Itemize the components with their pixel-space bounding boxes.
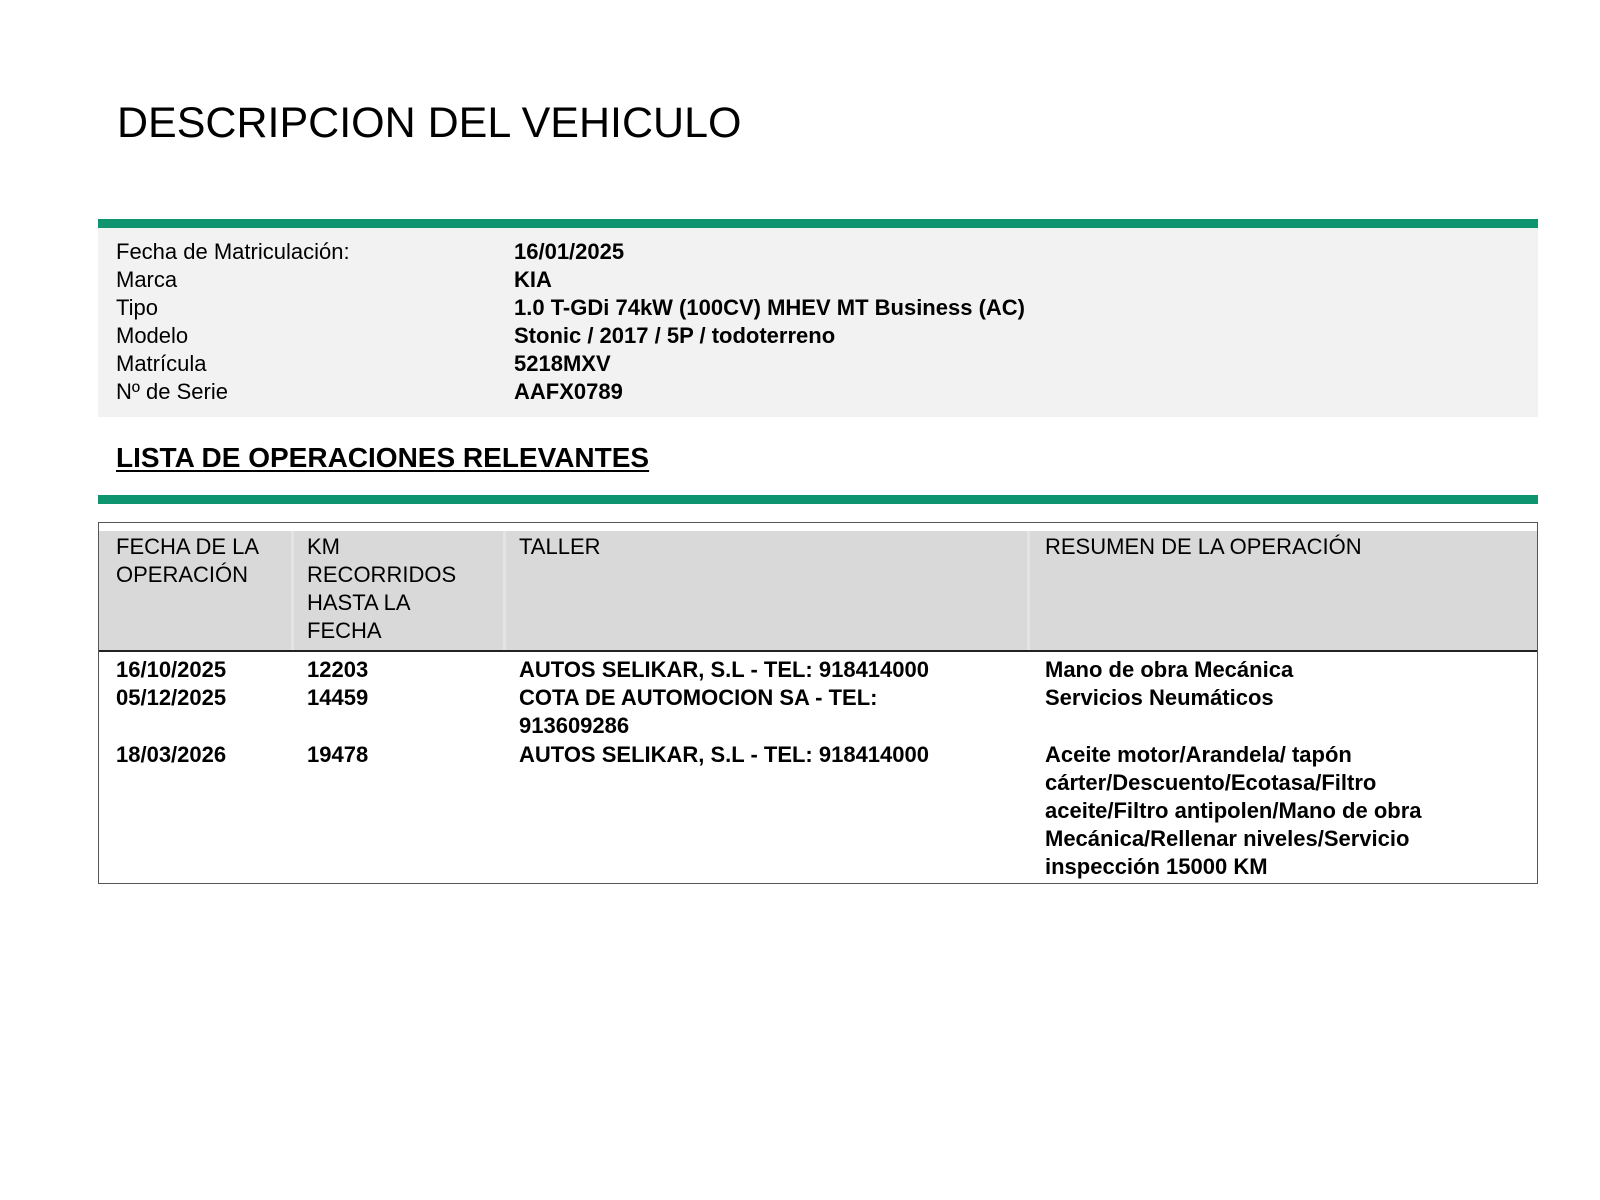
section-divider <box>98 219 1538 228</box>
column-divider <box>503 531 506 650</box>
vehicle-details-panel <box>98 228 1538 417</box>
cell-line: 913609286 <box>519 713 630 738</box>
cell-line: Aceite motor/Arandela/ tapón <box>1045 742 1352 767</box>
header-line: TALLER <box>519 534 601 559</box>
cell-line: AUTOS SELIKAR, S.L - TEL: 918414000 <box>519 657 929 682</box>
page-title: DESCRIPCION DEL VEHICULO <box>117 99 742 147</box>
header-line: RECORRIDOS <box>307 562 457 587</box>
cell-taller <box>519 684 1019 740</box>
header-line: HASTA LA <box>307 590 411 615</box>
cell-date: 05/12/2025 <box>116 685 227 710</box>
table-header <box>99 531 1537 652</box>
cell-km: 19478 <box>307 742 369 767</box>
header-resumen <box>1045 533 1515 561</box>
vehicle-field-value: 16/01/2025 <box>514 239 625 264</box>
header-line: FECHA DE LA <box>116 534 260 559</box>
cell-resumen <box>1045 656 1515 684</box>
cell-date: 18/03/2026 <box>116 742 227 767</box>
vehicle-field-value: Stonic / 2017 / 5P / todoterreno <box>514 323 836 348</box>
vehicle-field-value: 5218MXV <box>514 351 611 376</box>
vehicle-field-label: Marca <box>116 267 178 292</box>
vehicle-field-label: Tipo <box>116 295 158 320</box>
cell-date: 16/10/2025 <box>116 657 227 682</box>
cell-taller <box>519 656 1019 684</box>
cell-line: AUTOS SELIKAR, S.L - TEL: 918414000 <box>519 742 929 767</box>
cell-line: aceite/Filtro antipolen/Mano de obra <box>1045 798 1422 823</box>
cell-line: Mano de obra Mecánica <box>1045 657 1294 682</box>
cell-km: 12203 <box>307 657 369 682</box>
vehicle-field-label: Fecha de Matriculación: <box>116 239 350 264</box>
vehicle-field-value: AAFX0789 <box>514 379 623 404</box>
header-line: OPERACIÓN <box>116 562 249 587</box>
header-line: KM <box>307 534 340 559</box>
vehicle-field-label: Nº de Serie <box>116 379 228 404</box>
cell-line: inspección 15000 KM <box>1045 854 1268 879</box>
header-fecha <box>116 533 291 589</box>
operations-table <box>98 522 1538 884</box>
section-divider <box>98 495 1538 504</box>
cell-km: 14459 <box>307 685 369 710</box>
header-line: FECHA <box>307 618 382 643</box>
vehicle-field-label: Modelo <box>116 323 189 348</box>
cell-line: Mecánica/Rellenar niveles/Servicio <box>1045 826 1410 851</box>
cell-line: COTA DE AUTOMOCION SA - TEL: <box>519 685 878 710</box>
header-taller <box>519 533 1019 561</box>
cell-resumen <box>1045 684 1515 712</box>
header-km <box>307 533 502 645</box>
vehicle-field-value: KIA <box>514 267 552 292</box>
column-divider <box>291 531 294 650</box>
cell-line: Servicios Neumáticos <box>1045 685 1274 710</box>
vehicle-field-label: Matrícula <box>116 351 207 376</box>
cell-taller <box>519 741 1019 769</box>
cell-line: cárter/Descuento/Ecotasa/Filtro <box>1045 770 1377 795</box>
header-line: RESUMEN DE LA OPERACIÓN <box>1045 534 1362 559</box>
cell-resumen <box>1045 741 1515 881</box>
column-divider <box>1027 531 1030 650</box>
vehicle-field-value: 1.0 T-GDi 74kW (100CV) MHEV MT Business (AC) <box>514 295 1025 320</box>
operations-heading: LISTA DE OPERACIONES RELEVANTES <box>116 442 650 473</box>
